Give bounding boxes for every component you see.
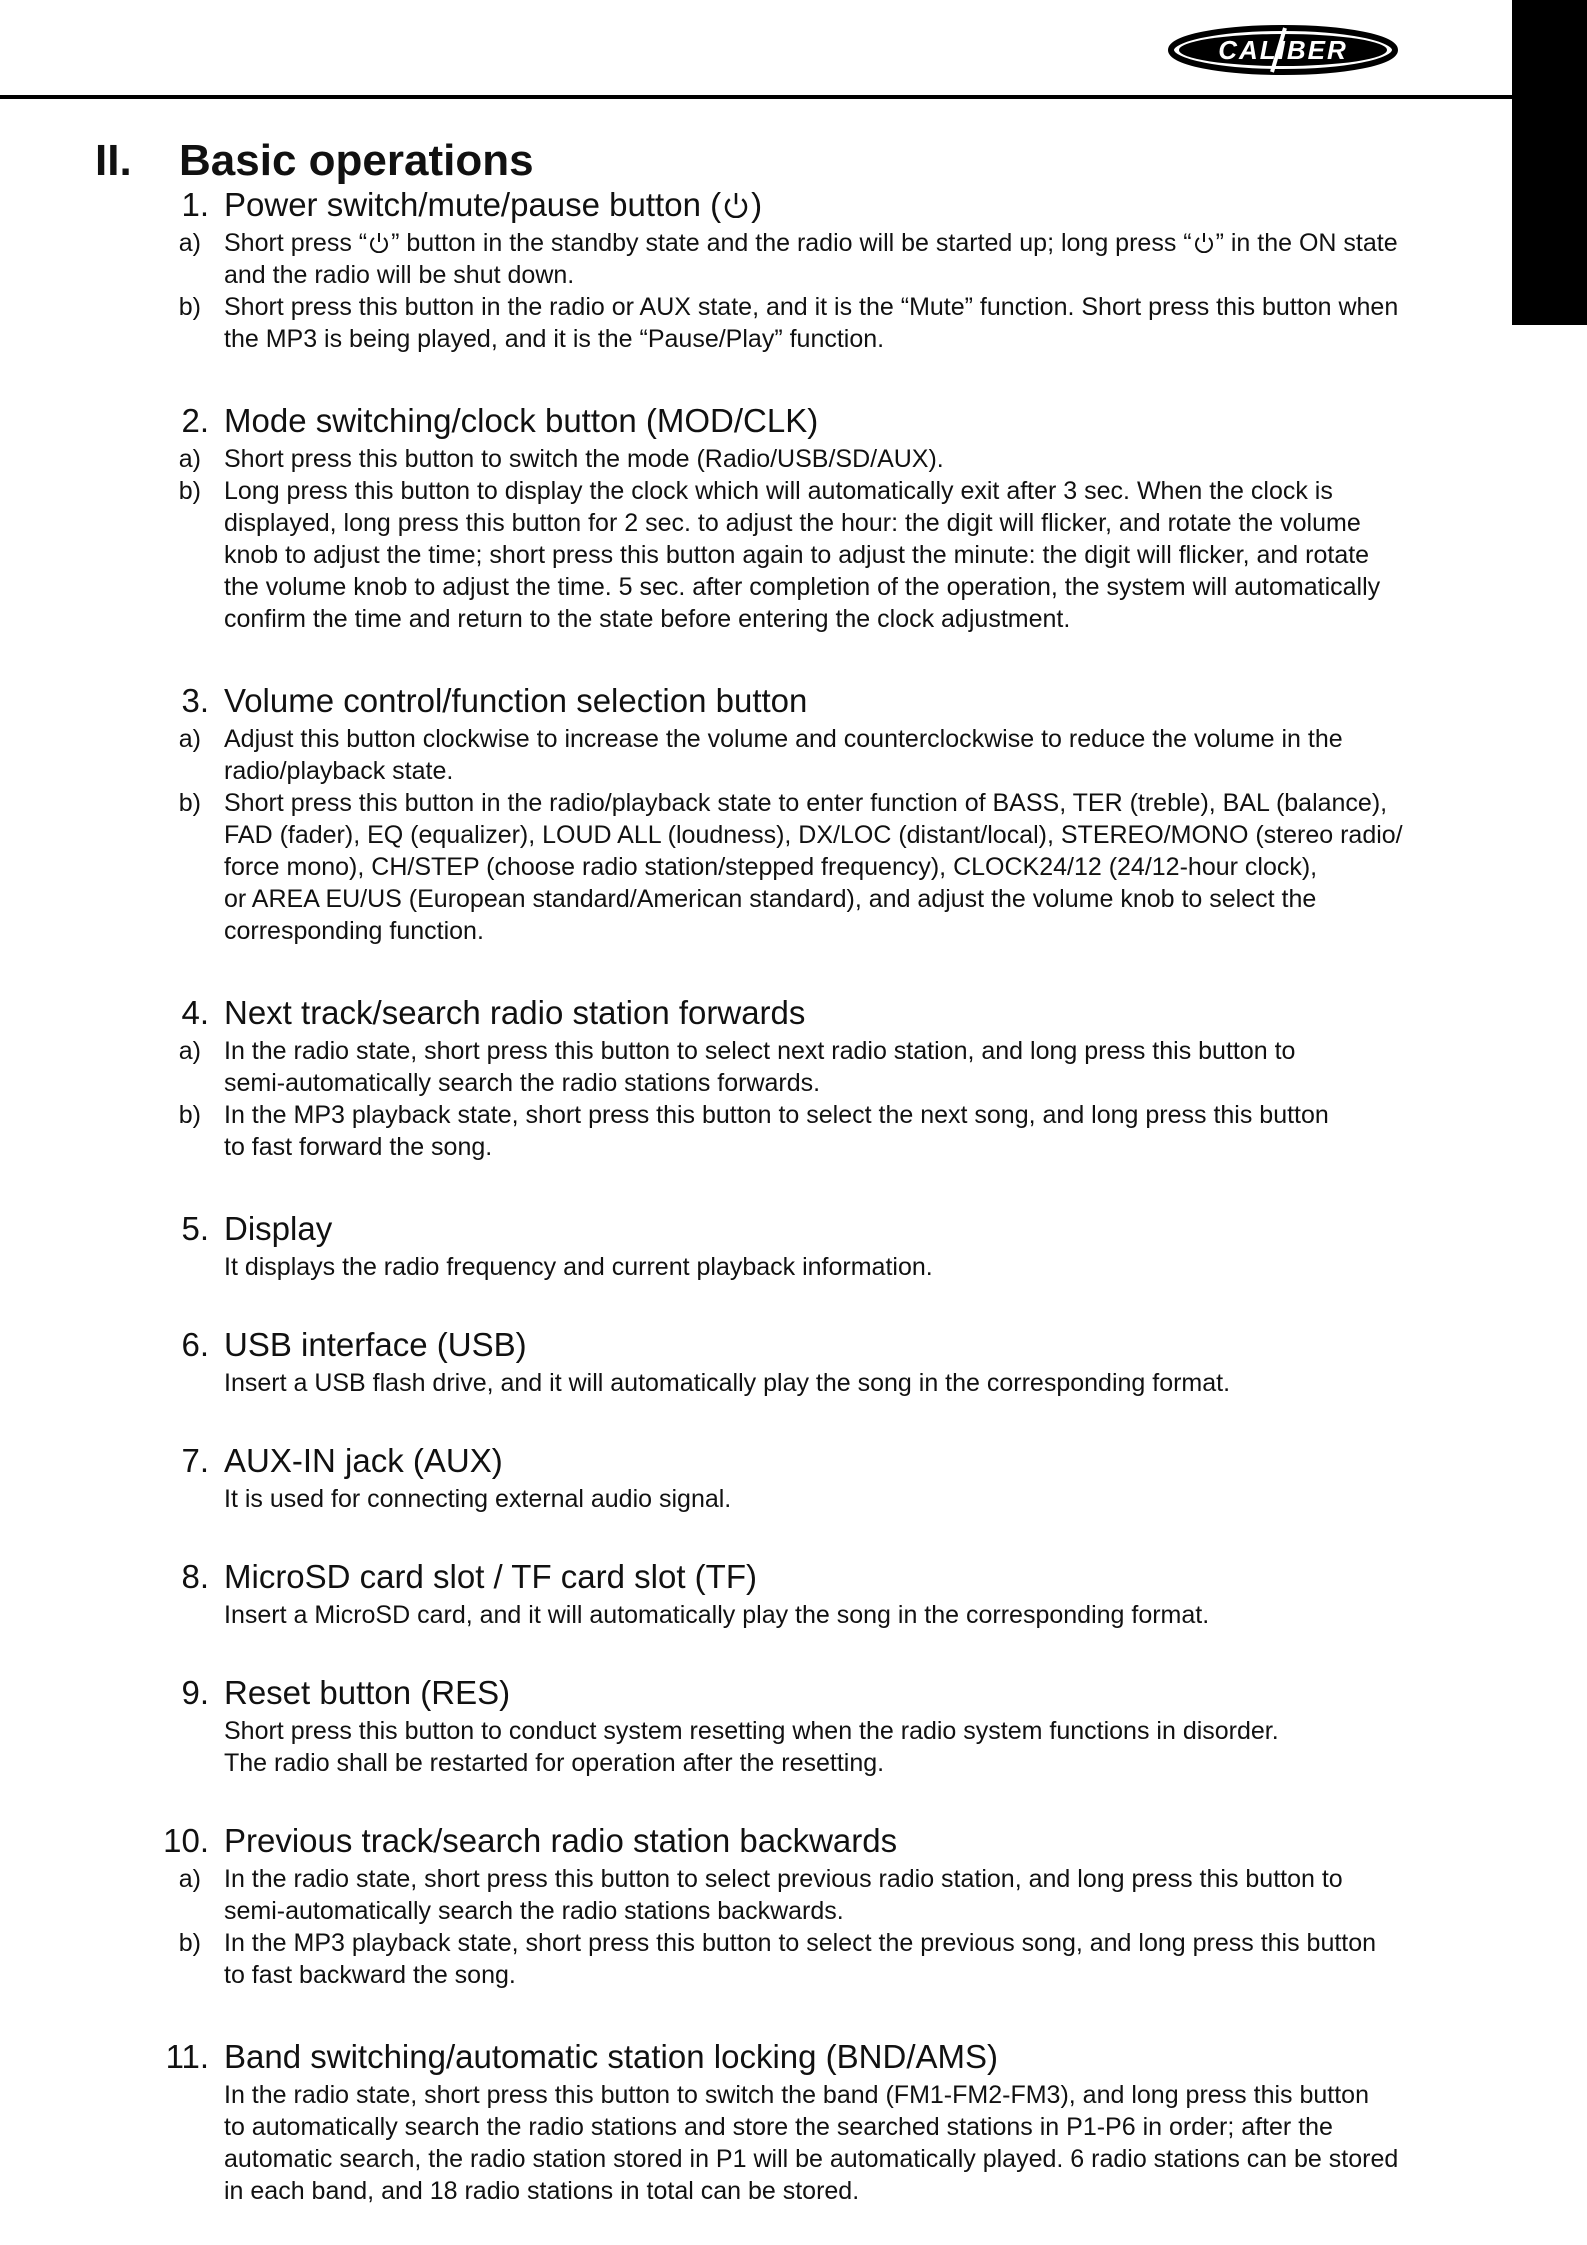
header-rule [0, 95, 1512, 99]
side-tab-marker [1512, 0, 1587, 325]
text-line: In the radio state, short press this button to select previous radio station, and long press this button to [224, 1865, 1343, 1893]
section-description [0, 1599, 1512, 1631]
sub-item-text [224, 291, 1504, 355]
text-line: In the radio state, short press this button to select next radio station, and long press this button to [224, 1037, 1296, 1065]
text-line: displayed, long press this button for 2 sec. to adjust the hour: the digit will flicker, and rotate the volume [224, 509, 1361, 537]
section-title: Previous track/search radio station backwards [224, 1822, 898, 1859]
chapter-number: II. [95, 136, 132, 185]
section-number: 6. [181, 1326, 209, 1363]
section-heading [0, 399, 1512, 443]
sub-item [0, 443, 1504, 475]
chapter-title [95, 135, 534, 187]
section-number: 9. [181, 1674, 209, 1711]
text-line: FAD (fader), EQ (equalizer), LOUD ALL (loudness), DX/LOC (distant/local), STEREO/MONO (stereo radio/ [224, 821, 1403, 849]
text-run: Short press this button in the radio or AUX state, and it is the “Mute” function. Short press this button when [224, 293, 1399, 321]
sub-item-text [224, 475, 1504, 635]
sub-item-text [224, 1099, 1504, 1163]
sub-item-label: a) [178, 1865, 201, 1893]
text-line [224, 323, 1504, 355]
sub-item-label: b) [178, 1929, 201, 1957]
section-number: 2. [181, 402, 209, 439]
text-run: the MP3 is being played, and it is the “Pause/Play” function. [224, 325, 885, 353]
section-2 [0, 399, 1512, 635]
text-line: automatic search, the radio station stored in P1 will be automatically played. 6 radio stations can be stored [224, 2145, 1399, 2173]
text-line: to fast backward the song. [224, 1961, 516, 1989]
sub-item [0, 475, 1504, 635]
section-title [224, 183, 762, 227]
section-title: Mode switching/clock button (MOD/CLK) [224, 402, 819, 439]
text-line: Short press this button to switch the mode (Radio/USB/SD/AUX). [224, 445, 944, 473]
section-11 [0, 2035, 1512, 2207]
section-title: Volume control/function selection button [224, 682, 808, 719]
sub-item-text [224, 227, 1504, 291]
section-heading [0, 2035, 1512, 2079]
text-run: Short press “ [224, 229, 368, 257]
section-description [0, 1715, 1512, 1779]
power-icon [721, 188, 751, 218]
section-9 [0, 1671, 1512, 1779]
section-number: 11. [165, 2038, 209, 2075]
power-icon [367, 229, 391, 253]
sub-item-label: b) [178, 1101, 201, 1129]
text-line: or AREA EU/US (European standard/American standard), and adjust the volume knob to select the [224, 885, 1317, 913]
section-title: Band switching/automatic station locking (BND/AMS) [224, 2038, 998, 2075]
sub-item [0, 227, 1504, 291]
text-line: semi-automatically search the radio stations backwards. [224, 1897, 844, 1925]
text-line [224, 291, 1504, 323]
sub-item [0, 1035, 1504, 1099]
text-run: and the radio will be shut down. [224, 261, 575, 289]
caliber-logo [1165, 20, 1402, 80]
section-heading [0, 1555, 1512, 1599]
section-description [0, 1251, 1512, 1283]
sub-item-label: a) [178, 725, 201, 753]
text-line: force mono), CH/STEP (choose radio station/stepped frequency), CLOCK24/12 (24/12-hour clock), [224, 853, 1318, 881]
sub-item [0, 291, 1504, 355]
section-heading [0, 1439, 1512, 1483]
text-line: The radio shall be restarted for operation after the resetting. [224, 1749, 885, 1777]
text-run: ” button in the standby state and the radio will be started up; long press “ [391, 229, 1192, 257]
text-line: Insert a MicroSD card, and it will automatically play the song in the corresponding format. [224, 1601, 1210, 1629]
chapter-title-text: Basic operations [179, 136, 534, 185]
text-run: ” in the ON state [1215, 229, 1398, 257]
section-title: MicroSD card slot / TF card slot (TF) [224, 1558, 757, 1595]
section-title: Display [224, 1210, 333, 1247]
sub-item-label: b) [178, 789, 201, 817]
text-line: Adjust this button clockwise to increase the volume and counterclockwise to reduce the volume in the [224, 725, 1343, 753]
section-title: USB interface (USB) [224, 1326, 527, 1363]
section-heading [0, 1671, 1512, 1715]
section-10 [0, 1819, 1512, 1991]
sections-list [0, 183, 1512, 2207]
section-8 [0, 1555, 1512, 1631]
text-line [224, 227, 1504, 259]
section-title: Next track/search radio station forwards [224, 994, 806, 1031]
text-line: Insert a USB flash drive, and it will automatically play the song in the corresponding format. [224, 1369, 1231, 1397]
text-line: It is used for connecting external audio signal. [224, 1485, 732, 1513]
sub-item-label: b) [178, 293, 201, 321]
section-number: 4. [181, 994, 209, 1031]
text-line: In the MP3 playback state, short press this button to select the previous song, and long press this button [224, 1929, 1377, 1957]
section-heading [0, 1207, 1512, 1251]
section-number: 10. [163, 1822, 209, 1859]
sub-item-label: a) [178, 1037, 201, 1065]
sub-item-text [224, 443, 1504, 475]
section-title-start: Power switch/mute/pause button ( [224, 186, 722, 223]
section-3 [0, 679, 1512, 947]
section-title-end: ) [751, 186, 763, 223]
section-heading [0, 1323, 1512, 1367]
sub-item-text [224, 1927, 1504, 1991]
section-heading [0, 1819, 1512, 1863]
sub-item-text [224, 787, 1504, 947]
text-line: In the radio state, short press this button to switch the band (FM1-FM2-FM3), and long press this button [224, 2081, 1369, 2109]
section-7 [0, 1439, 1512, 1515]
text-line: Long press this button to display the clock which will automatically exit after 3 sec. When the clock is [224, 477, 1333, 505]
section-description [0, 1483, 1512, 1515]
sub-item-text [224, 1863, 1504, 1927]
text-line: the volume knob to adjust the time. 5 sec. after completion of the operation, the system will automatically [224, 573, 1381, 601]
section-heading [0, 991, 1512, 1035]
text-line: in each band, and 18 radio stations in total can be stored. [224, 2177, 860, 2205]
section-title: AUX-IN jack (AUX) [224, 1442, 503, 1479]
sub-item [0, 787, 1504, 947]
sub-item [0, 723, 1504, 787]
section-number: 8. [181, 1558, 209, 1595]
text-line: Short press this button in the radio/playback state to enter function of BASS, TER (treble), BAL (balance), [224, 789, 1388, 817]
section-4 [0, 991, 1512, 1163]
text-line: corresponding function. [224, 917, 484, 945]
section-6 [0, 1323, 1512, 1399]
power-icon [1192, 229, 1216, 253]
section-number: 3. [181, 682, 209, 719]
text-line: confirm the time and return to the state before entering the clock adjustment. [224, 605, 1071, 633]
text-line: semi-automatically search the radio stations forwards. [224, 1069, 821, 1097]
section-title: Reset button (RES) [224, 1674, 511, 1711]
text-line: to automatically search the radio stations and store the searched stations in P1-P6 in order; after the [224, 2113, 1333, 2141]
text-line [224, 259, 1504, 291]
sub-item [0, 1927, 1504, 1991]
sub-item-text [224, 1035, 1504, 1099]
section-description [0, 2079, 1512, 2207]
text-line: In the MP3 playback state, short press this button to select the next song, and long press this button [224, 1101, 1329, 1129]
sub-item [0, 1099, 1504, 1163]
section-heading [0, 679, 1512, 723]
section-number: 5. [181, 1210, 209, 1247]
text-line: Short press this button to conduct system resetting when the radio system functions in disorder. [224, 1717, 1279, 1745]
text-line: knob to adjust the time; short press this button again to adjust the minute: the digit will flicker, and rotate [224, 541, 1370, 569]
section-description [0, 1367, 1512, 1399]
section-1 [0, 183, 1512, 355]
sub-item-text [224, 723, 1504, 787]
section-heading [0, 183, 1512, 227]
text-line: radio/playback state. [224, 757, 454, 785]
text-line: It displays the radio frequency and current playback information. [224, 1253, 933, 1281]
brand-text: CALIBER [1218, 35, 1348, 65]
sub-item-label: b) [178, 477, 201, 505]
section-number: 7. [181, 1442, 209, 1479]
text-line: to fast forward the song. [224, 1133, 493, 1161]
sub-item-label: a) [178, 445, 201, 473]
section-number: 1. [181, 186, 209, 223]
sub-item [0, 1863, 1504, 1927]
sub-item-label: a) [178, 229, 201, 257]
section-5 [0, 1207, 1512, 1283]
